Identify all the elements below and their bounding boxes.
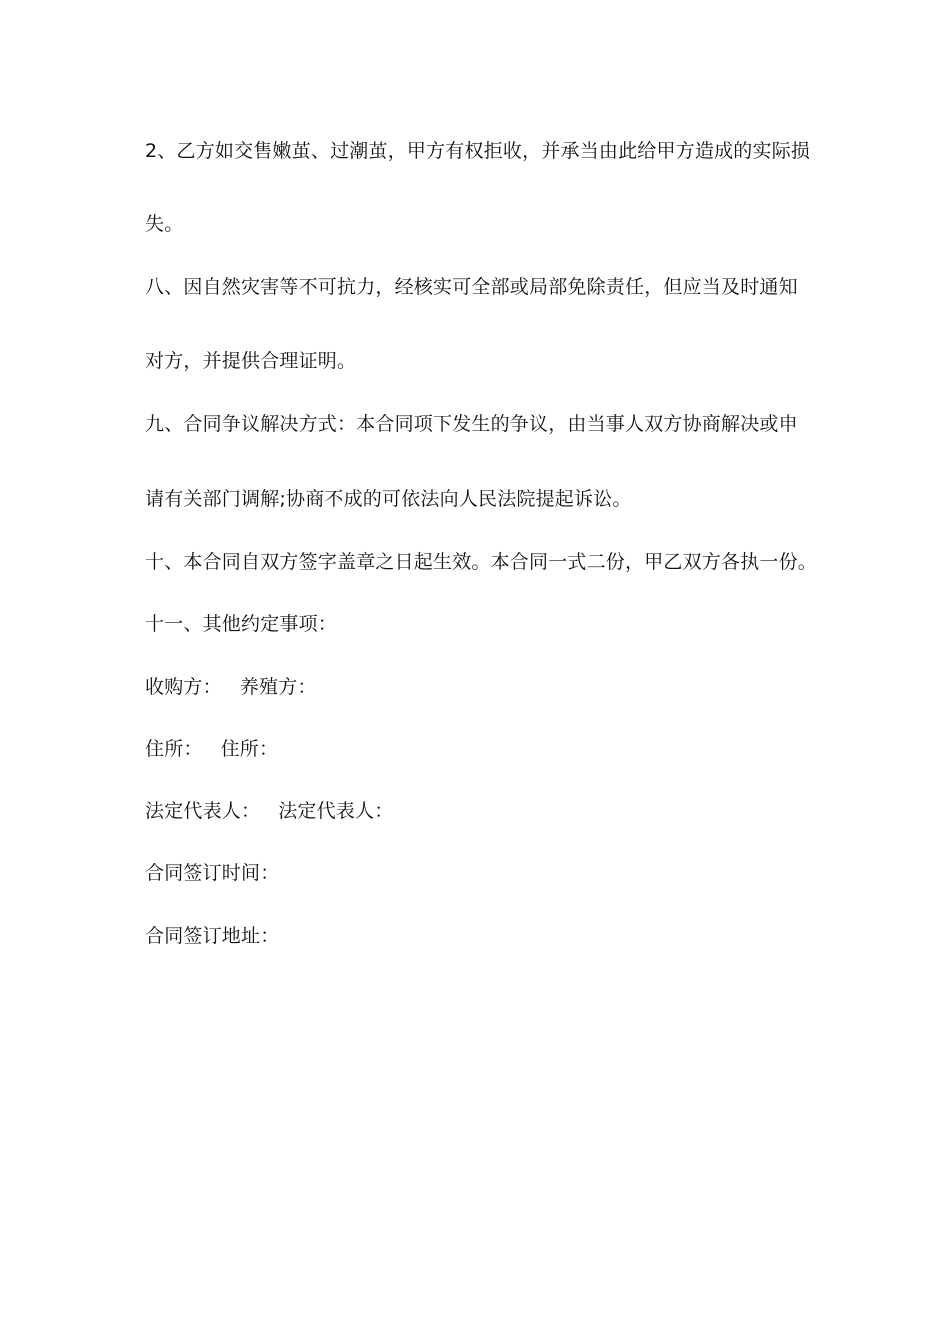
sign-place-label: 合同签订地址： — [145, 925, 280, 947]
legal-rep-label-a: 法定代表人： — [145, 800, 261, 822]
clause-7-2-line-1: 2、乙方如交售嫩茧、过潮茧，甲方有权拒收，并承当由此给甲方造成的实际损 — [145, 140, 811, 162]
address-label-b: 住所： — [220, 738, 279, 760]
address-label-a: 住所： — [145, 738, 203, 760]
clause-8-line-1: 八、因自然灾害等不可抗力，经核实可全部或局部免除责任，但应当及时通知 — [145, 276, 798, 298]
legal-rep-label-b: 法定代表人： — [278, 800, 394, 822]
farmer-label: 养殖方： — [239, 676, 317, 698]
sign-time-label: 合同签订时间： — [145, 862, 280, 884]
clause-8-line-2: 对方，并提供合理证明。 — [145, 350, 357, 372]
clause-7-2-line-2: 失。 — [145, 213, 184, 235]
clause-9-line-1: 九、合同争议解决方式：本合同项下发生的争议，由当事人双方协商解决或申 — [145, 413, 798, 435]
clause-10: 十、本合同自双方签字盖章之日起生效。本合同一式二份，甲乙双方各执一份。 — [145, 551, 818, 573]
buyer-label: 收购方： — [145, 676, 222, 698]
legal-rep-labels-row — [145, 799, 393, 823]
clause-11: 十一、其他约定事项： — [145, 613, 338, 635]
party-labels-row — [145, 675, 317, 699]
address-labels-row — [145, 737, 278, 761]
clause-9-line-2: 请有关部门调解;协商不成的可依法向人民法院提起诉讼。 — [145, 488, 632, 510]
